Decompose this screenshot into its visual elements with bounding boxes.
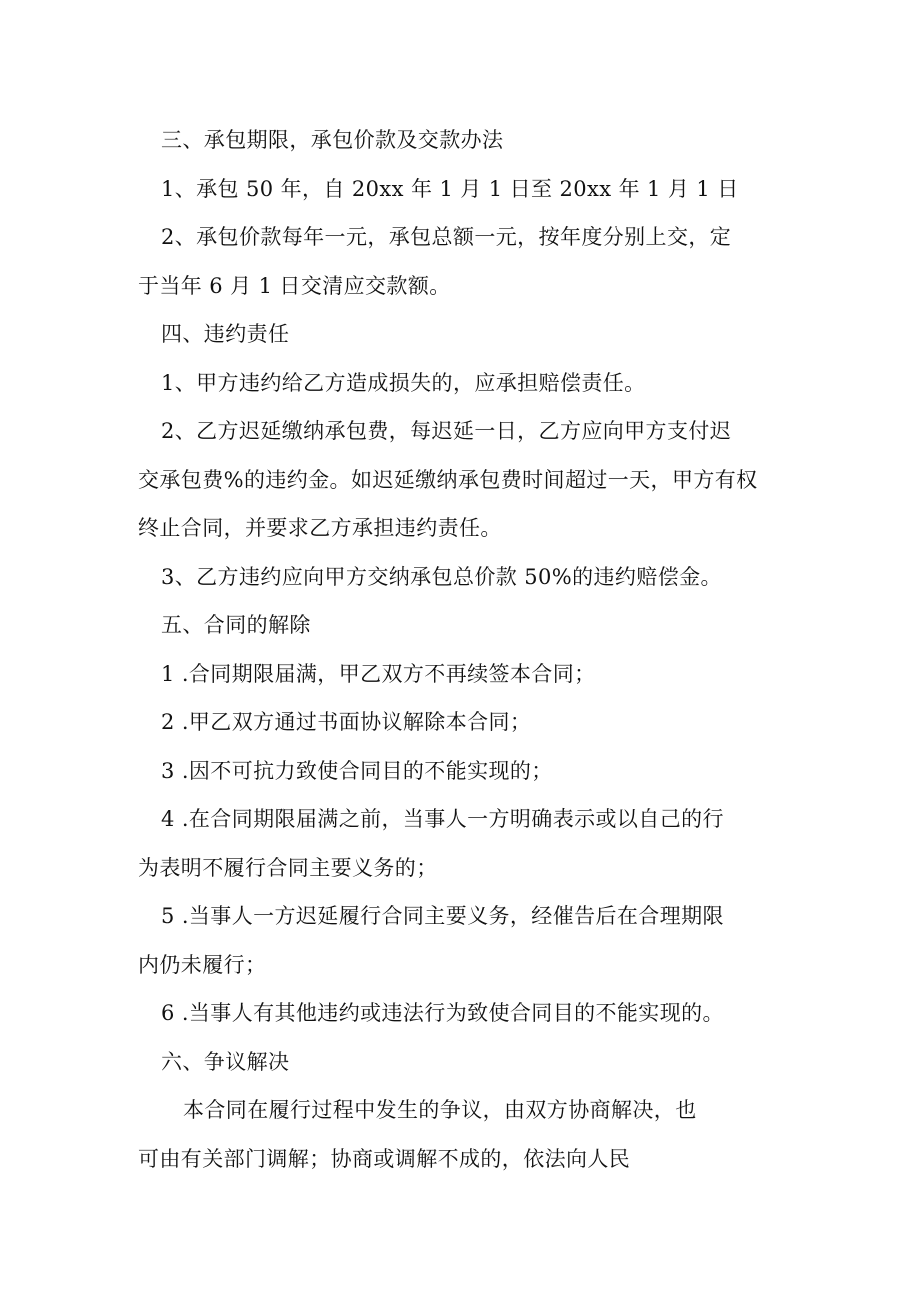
clause-5-3 — [138, 747, 743, 796]
dispute-resolution-paragraph — [138, 1086, 743, 1183]
clause-4-3 — [138, 553, 743, 602]
section-heading-4 — [138, 310, 743, 359]
text-line: 内仍未履行； — [138, 952, 267, 977]
text-line: 1、承包 50 年，自 20xx 年 1 月 1 日至 20xx 年 1 月 1 日 — [161, 176, 739, 201]
clause-5-5 — [138, 892, 743, 989]
text-line: 六、争议解决 — [161, 1049, 290, 1074]
clause-3-2 — [138, 213, 743, 310]
text-line: 终止合同，并要求乙方承担违约责任。 — [138, 516, 502, 540]
text-line: 四、违约责任 — [161, 322, 290, 346]
text-line: 于当年 6 月 1 日交清应交款额。 — [138, 273, 451, 298]
clause-4-1 — [138, 359, 743, 408]
clause-5-1 — [138, 650, 743, 699]
section-heading-6 — [138, 1038, 743, 1087]
text-line: 3 .因不可抗力致使合同目的不能实现的； — [161, 758, 553, 783]
document-body — [138, 116, 758, 1183]
text-line: 3、乙方违约应向甲方交纳承包总价款 50%的违约赔偿金。 — [161, 564, 722, 589]
text-line: 2、承包价款每年一元，承包总额一元，按年度分别上交，定 — [161, 225, 732, 249]
text-line: 6 .当事人有其他违约或违法行为致使合同目的不能实现的。 — [161, 1001, 724, 1025]
text-line: 可由有关部门调解；协商或调解不成的，依法向人民 — [138, 1146, 631, 1171]
clause-5-2 — [138, 698, 743, 747]
text-line: 4 .在合同期限届满之前，当事人一方明确表示或以自己的行 — [161, 807, 724, 831]
text-line: 为表明不履行合同主要义务的； — [138, 855, 438, 880]
text-line: 1 .合同期限届满，甲乙双方不再续签本合同； — [161, 661, 596, 686]
text-line: 2 .甲乙双方通过书面协议解除本合同； — [161, 710, 532, 734]
text-line: 本合同在履行过程中发生的争议，由双方协商解决，也 — [183, 1098, 697, 1122]
clause-5-4 — [138, 795, 743, 892]
text-line: 交承包费%的违约金。如迟延缴纳承包费时间超过一天，甲方有权 — [138, 467, 758, 492]
section-heading-5 — [138, 601, 743, 650]
clause-4-2 — [138, 407, 758, 553]
text-line: 5 .当事人一方迟延履行合同主要义务，经催告后在合理期限 — [161, 904, 724, 928]
clause-3-1 — [138, 165, 743, 214]
section-heading-3 — [138, 116, 743, 165]
text-line: 三、承包期限，承包价款及交款办法 — [161, 128, 504, 152]
text-line: 1、甲方违约给乙方造成损失的，应承担赔偿责任。 — [161, 370, 646, 395]
clause-5-6 — [138, 989, 743, 1038]
text-line: 2、乙方迟延缴纳承包费，每迟延一日，乙方应向甲方支付迟 — [161, 419, 732, 443]
text-line: 五、合同的解除 — [161, 613, 311, 637]
